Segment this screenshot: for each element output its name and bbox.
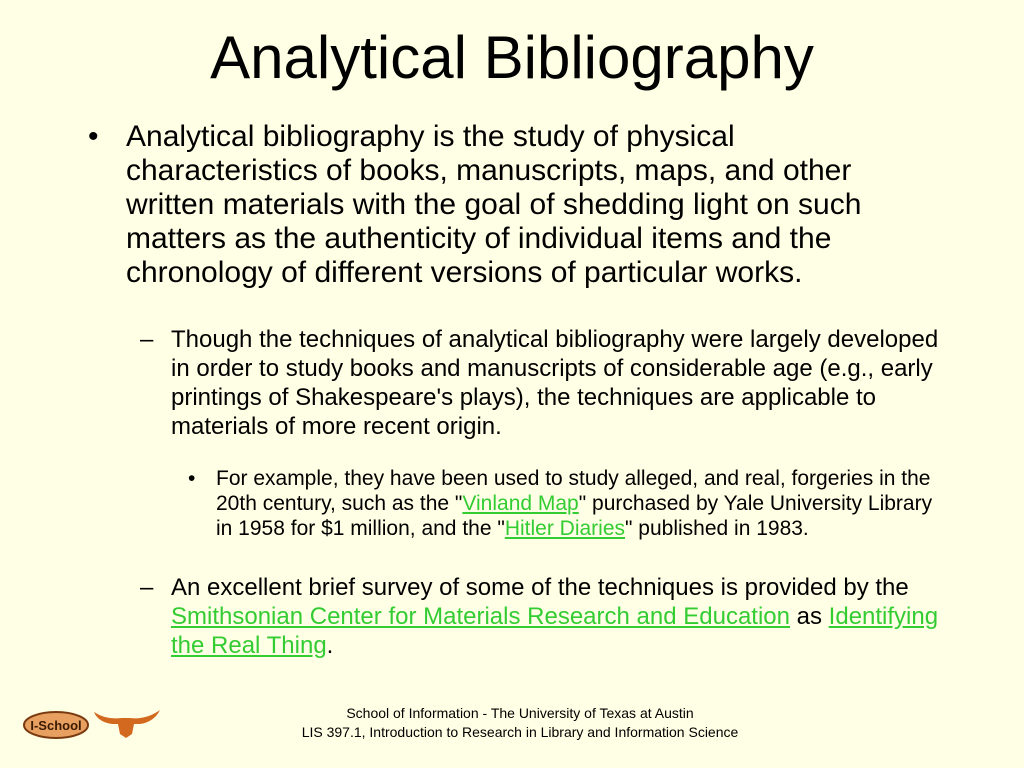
text-segment: as [789,603,829,630]
slide-title: Analytical Bibliography [210,24,814,91]
footer-line-2: LIS 397.1, Introduction to Research in Library and Information Science [301,724,739,740]
sub-bullet-text: Though the techniques of analytical bibliography were largely developed in order to study books and manuscripts of considerable age (e.g., early printings of Shakespeare's plays), the techniques are applicable to materials of more recent origin. [171,326,939,440]
smithsonian-link[interactable]: Smithsonian Center for Materials Research and Education [171,603,790,630]
bullet-marker: • [188,467,196,490]
text-segment: An excellent brief survey of some of the techniques is provided by the [171,574,909,601]
text-segment: " published in 1983. [625,517,809,540]
footer-line-1: School of Information - The University of Texas at Austin [346,705,694,721]
ischool-logo [22,702,172,748]
dash-marker: – [140,326,154,353]
longhorn-icon [94,710,160,738]
text-segment: . [326,632,334,659]
footer [290,704,750,742]
identifying-real-thing-link[interactable]: Identifying the Real Thing [171,603,939,659]
bullet-marker: • [88,120,99,153]
bullet-text: Analytical bibliography is the study of physical characteristics of books, manuscripts, maps, and other written materials with the goal of shedding light on such matters as the authenticity of individual items and the chronology of different versions of particular works. [126,120,862,289]
bullet-level2 [140,573,940,660]
text-segment: For example, they have been used to study alleged, and real, forgeries in the 20th century, such as the " [216,467,931,515]
text-segment: " purchased by Yale University Library in 1958 for $1 million, and the " [216,492,933,540]
sub-bullet-text [171,573,940,660]
logo-text: I-School [30,718,82,733]
dash-marker: – [140,574,154,601]
logo-graphic [22,702,172,748]
vinland-map-link[interactable]: Vinland Map [462,492,579,515]
bullet-level2 [140,325,940,441]
bullet-level3 [188,466,938,541]
hitler-diaries-link[interactable]: Hitler Diaries [504,517,625,540]
bullet-level1 [88,120,928,290]
sub-sub-bullet-text [216,466,938,541]
